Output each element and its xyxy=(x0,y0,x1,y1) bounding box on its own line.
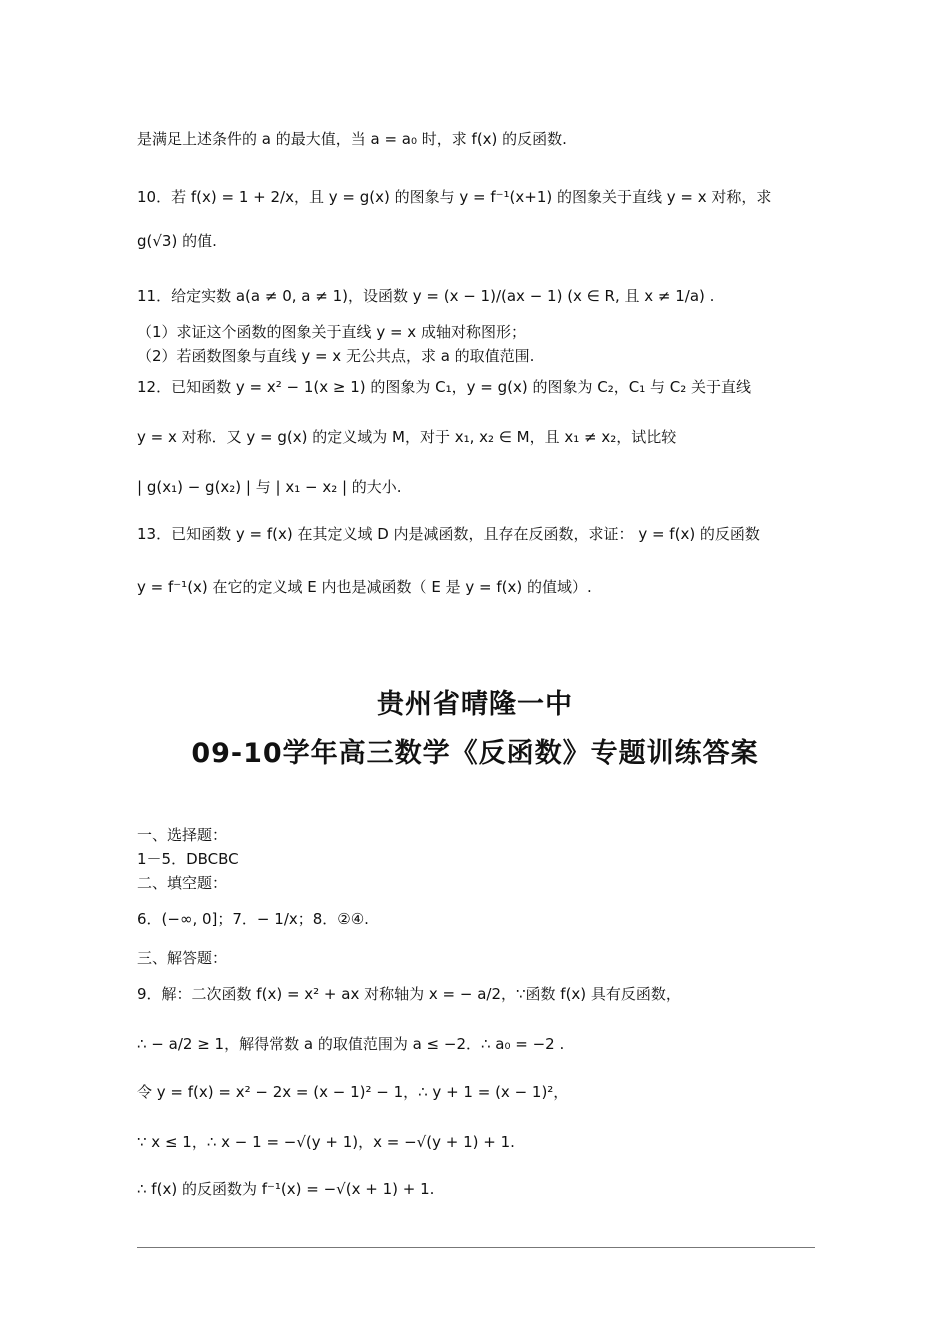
problem-13-line1: 13．已知函数 y = f(x) 在其定义域 D 内是减函数，且存在反函数，求证： y = f(x) 的反函数 xyxy=(137,525,760,543)
section-fill-heading: 二、填空题： xyxy=(137,874,228,892)
fill-answers: 6．(−∞, 0]；7．− 1/x；8．②④. xyxy=(137,910,369,928)
solution-9-line4: ∵ x ≤ 1，∴ x − 1 = −√(y + 1)，x = −√(y + 1) + 1. xyxy=(137,1133,515,1151)
footer-rule xyxy=(137,1247,815,1248)
choice-answers: 1－5．DBCBC xyxy=(137,850,239,868)
solution-9-line1: 9．解：二次函数 f(x) = x² + ax 对称轴为 x = − a/2，∵函数 f(x) 具有反函数， xyxy=(137,985,681,1003)
problem-9-tail: 是满足上述条件的 a 的最大值，当 a = a₀ 时，求 f(x) 的反函数. xyxy=(137,130,567,148)
problem-11-line1: 11．给定实数 a(a ≠ 0, a ≠ 1)，设函数 y = (x − 1)/(ax − 1) (x ∈ R, 且 x ≠ 1/a) . xyxy=(137,287,715,305)
problem-10-line2: g(√3) 的值. xyxy=(137,232,217,250)
problem-12-line1: 12．已知函数 y = x² − 1(x ≥ 1) 的图象为 C₁，y = g(x) 的图象为 C₂，C₁ 与 C₂ 关于直线 xyxy=(137,378,752,396)
section-choice-heading: 一、选择题： xyxy=(137,826,228,844)
solution-9-line2: ∴ − a/2 ≥ 1，解得常数 a 的取值范围为 a ≤ −2．∴ a₀ = −2 . xyxy=(137,1035,565,1053)
problem-11-part1: （1）求证这个函数的图象关于直线 y = x 成轴对称图形； xyxy=(137,323,526,341)
problem-13-line2: y = f⁻¹(x) 在它的定义域 E 内也是减函数（ E 是 y = f(x) 的值域）. xyxy=(137,578,592,596)
solution-9-line5: ∴ f(x) 的反函数为 f⁻¹(x) = −√(x + 1) + 1. xyxy=(137,1180,435,1198)
problem-12-line3: | g(x₁) − g(x₂) | 与 | x₁ − x₂ | 的大小. xyxy=(137,478,402,496)
answer-title-school: 贵州省晴隆一中 xyxy=(377,689,573,720)
problem-12-line2: y = x 对称．又 y = g(x) 的定义域为 M，对于 x₁, x₂ ∈ M，且 x₁ ≠ x₂，试比较 xyxy=(137,428,677,446)
problem-11-part2: （2）若函数图象与直线 y = x 无公共点，求 a 的取值范围. xyxy=(137,347,535,365)
solution-9-line3: 令 y = f(x) = x² − 2x = (x − 1)² − 1，∴ y + 1 = (x − 1)²， xyxy=(137,1083,569,1101)
section-solution-heading: 三、解答题： xyxy=(137,949,228,967)
problem-10-line1: 10．若 f(x) = 1 + 2/x，且 y = g(x) 的图象与 y = f⁻¹(x+1) 的图象关于直线 y = x 对称，求 xyxy=(137,188,772,206)
answer-title-main: 09-10学年高三数学《反函数》专题训练答案 xyxy=(191,738,759,769)
